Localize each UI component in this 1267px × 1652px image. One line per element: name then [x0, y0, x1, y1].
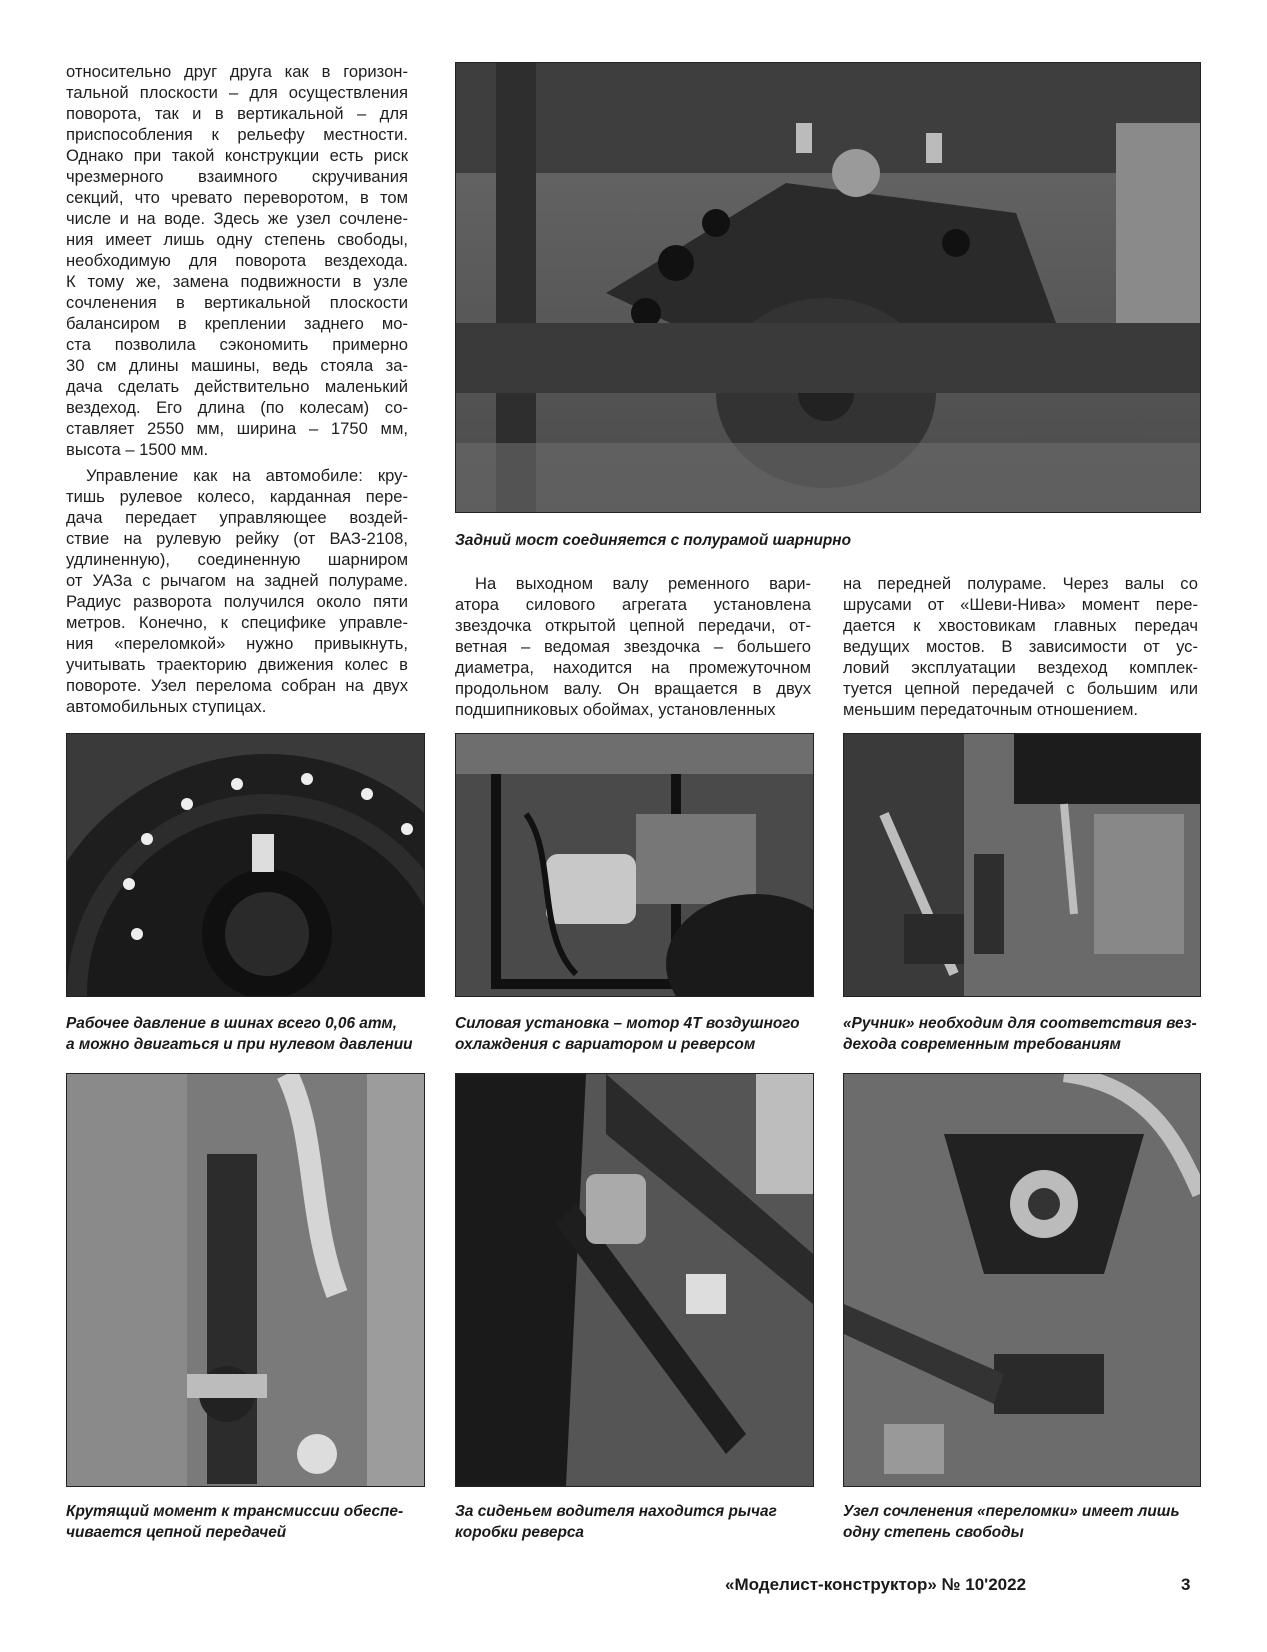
text-line: ста позволила сэкономить примерно	[66, 335, 408, 354]
text-line: 30 см длины машины, ведь стояла за-	[66, 356, 408, 375]
text-line: высота – 1500 мм.	[66, 440, 209, 459]
text-line: ния «переломкой» нужно привыкнуть,	[66, 634, 408, 653]
magazine-issue: «Моделист-конструктор» № 10'2022	[725, 1575, 1027, 1594]
caption-tire-line-2: а можно двигаться и при нулевом давлении	[66, 1036, 413, 1053]
text-line: вездеход. Его длина (по колесам) со-	[66, 398, 408, 417]
text-line: чрезмерного взаимного скручивания	[66, 167, 408, 186]
photo-joint	[843, 1073, 1201, 1487]
text-line: приспособления к рельефу местности.	[66, 125, 408, 144]
text-line: диаметра, находится на промежуточном	[455, 658, 811, 677]
caption-tire-line-1: Рабочее давление в шинах всего 0,06 атм,	[66, 1015, 398, 1032]
caption-power-unit	[455, 1013, 800, 1055]
text-line: дача передает управляющее воздей-	[66, 508, 408, 527]
text-line: ставляет 2550 мм, ширина – 1750 мм,	[66, 419, 408, 438]
text-line: секций, что чревато переворотом, в том	[66, 188, 408, 207]
text-line: дача сделать действительно маленький	[66, 377, 408, 396]
text-line: ствие на рулевую рейку (от ВАЗ-2108,	[66, 529, 408, 548]
text-line: шрусами от «Шеви-Нива» момент пере-	[843, 595, 1198, 614]
text-line: на передней полураме. Через валы со	[843, 574, 1198, 593]
text-line: необходимую для поворота вездехода.	[66, 251, 408, 270]
caption-handbrake	[843, 1013, 1197, 1055]
text-line: удлиненную), соединенную шарниром	[66, 550, 408, 569]
page-number: 3	[1181, 1575, 1191, 1594]
text-line: ветная – ведомая звездочка – большего	[455, 637, 811, 656]
photo-rear-axle	[455, 62, 1201, 513]
text-line: поворота, так и в вертикальной – для	[66, 104, 408, 123]
text-line: меньшим передаточным отношением.	[843, 700, 1139, 719]
photo-reverse-lever	[455, 1073, 814, 1487]
text-line: К тому же, замена подвижности в узле	[66, 272, 408, 291]
left-column-text	[66, 61, 408, 717]
text-line: сочленения в вертикальной плоскости	[66, 293, 408, 312]
caption-reverse-lever	[455, 1501, 777, 1543]
text-line: продольном валу. Он вращается в двух	[455, 679, 811, 698]
text-line: Однако при такой конструкции есть риск	[66, 146, 408, 165]
text-line: тальной плоскости – для осуществления	[66, 83, 408, 102]
text-line: автомобильных ступицах.	[66, 697, 267, 716]
caption-chain-line-2: чивается цепной передачей	[66, 1524, 287, 1541]
caption-joint	[843, 1501, 1180, 1543]
text-line: звездочка открытой цепной передачи, от-	[455, 616, 811, 635]
text-line: дается к хвостовикам главных передач	[843, 616, 1198, 635]
text-line: На выходном валу ременного вари-	[475, 574, 811, 593]
text-line: Радиус разворота получился около пяти	[66, 592, 408, 611]
caption-reverse-lever-line-2: коробки реверса	[455, 1524, 584, 1541]
caption-power-unit-line-2: охлаждения с вариатором и реверсом	[455, 1036, 756, 1053]
photo-handbrake	[843, 733, 1201, 997]
text-line: учитывать траекторию движения колес в	[66, 655, 408, 674]
text-line: ловий эксплуатации вездеход комплек-	[843, 658, 1198, 677]
text-line: балансиром в креплении заднего мо-	[66, 314, 408, 333]
caption-chain-line-1: Крутящий момент к трансмиссии обеспе-	[66, 1503, 404, 1520]
caption-joint-line-2: одну степень свободы	[843, 1524, 1024, 1541]
text-line: тишь рулевое колесо, карданная пере-	[66, 487, 408, 506]
caption-handbrake-line-2: дехода современным требованиям	[843, 1036, 1121, 1053]
text-line: повороте. Узел перелома собран на двух	[66, 676, 408, 695]
text-line: атора силового агрегата установлена	[455, 595, 811, 614]
photo-power-unit	[455, 733, 814, 997]
caption-tire	[66, 1013, 413, 1055]
text-line: числе и на воде. Здесь же узел сочлене-	[66, 209, 408, 228]
caption-reverse-lever-line-1: За сиденьем водителя находится рычаг	[455, 1503, 777, 1520]
text-line: ния имеет лишь одну степень свободы,	[66, 230, 408, 249]
caption-power-unit-line-1: Силовая установка – мотор 4Т воздушного	[455, 1015, 800, 1032]
middle-column-text	[455, 573, 811, 720]
text-line: туется цепной передачей с большим или	[843, 679, 1198, 698]
caption-joint-line-1: Узел сочленения «переломки» имеет лишь	[843, 1503, 1180, 1520]
caption-rear-axle: Задний мост соединяется с полурамой шарнирно	[455, 532, 852, 549]
text-line: Управление как на автомобиле: кру-	[86, 466, 408, 485]
text-line: от УАЗа с рычагом на задней полураме.	[66, 571, 408, 590]
photo-tire	[66, 733, 425, 997]
text-line: метров. Конечно, к специфике управле-	[66, 613, 408, 632]
photo-chain	[66, 1073, 425, 1487]
caption-handbrake-line-1: «Ручник» необходим для соответствия вез-	[843, 1015, 1197, 1032]
text-line: подшипниковых обоймах, установленных	[455, 700, 776, 719]
text-line: относительно друг друга как в горизон-	[66, 62, 408, 81]
text-line: ведущих мостов. В зависимости от ус-	[843, 637, 1198, 656]
right-column-text	[843, 573, 1198, 720]
caption-chain	[66, 1501, 403, 1543]
